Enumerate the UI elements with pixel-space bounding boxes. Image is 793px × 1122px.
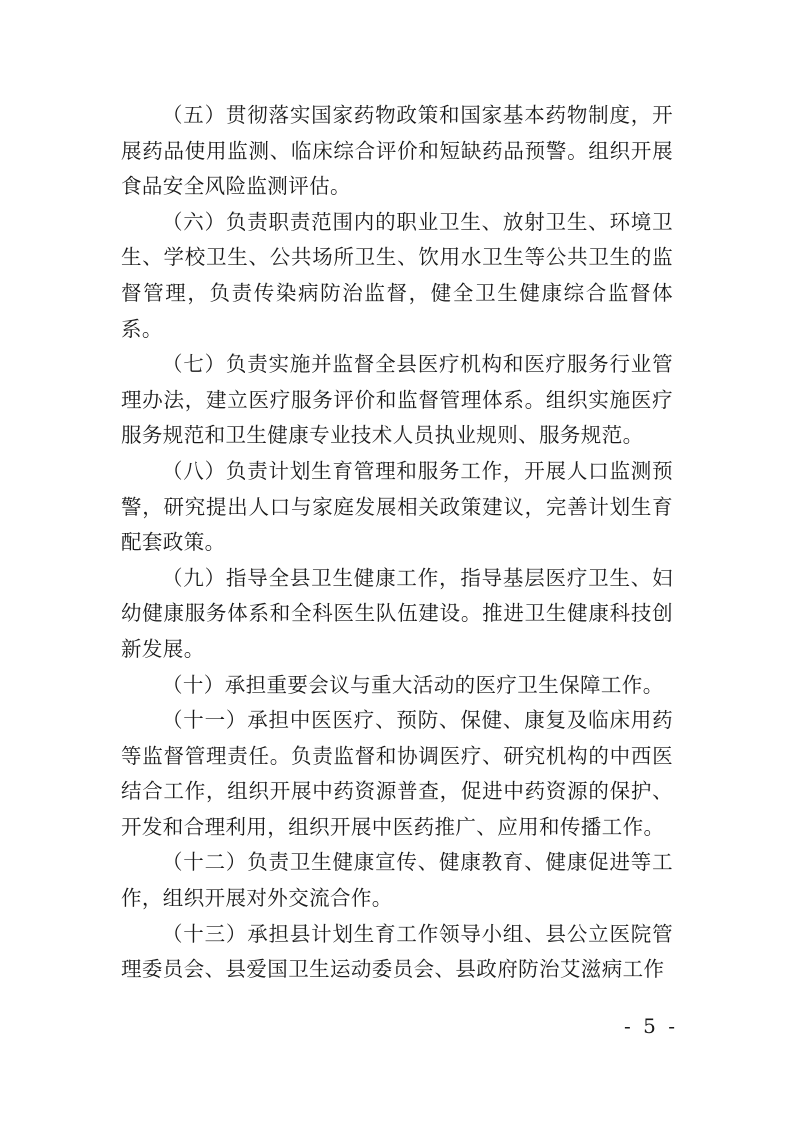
- paragraph-7: （七）负责实施并监督全县医疗机构和医疗服务行业管理办法，建立医疗服务评价和监督管理体系。组织实施医疗服务规范和卫生健康专业技术人员执业规则、服务规范。: [121, 352, 673, 448]
- document-body: [121, 98, 673, 988]
- paragraph-6: （六）负责职责范围内的职业卫生、放射卫生、环境卫生、学校卫生、公共场所卫生、饮用水卫生等公共卫生的监督管理，负责传染病防治监督，健全卫生健康综合监督体系。: [121, 209, 673, 341]
- paragraph-10: （十）承担重要会议与重大活动的医疗卫生保障工作。: [162, 672, 664, 697]
- paragraph-12: （十二）负责卫生健康宣传、健康教育、健康促进等工作，组织开展对外交流合作。: [121, 850, 673, 911]
- paragraph-13: （十三）承担县计划生育工作领导小组、县公立医院管理委员会、县爱国卫生运动委员会、县政府防治艾滋病工作: [121, 921, 673, 982]
- paragraph-8: （八）负责计划生育管理和服务工作，开展人口监测预警，研究提出人口与家庭发展相关政策建议，完善计划生育配套政策。: [121, 458, 673, 555]
- paragraph-5: （五）贯彻落实国家药物政策和国家基本药物制度，开展药品使用监测、临床综合评价和短缺药品预警。组织开展食品安全风险监测评估。: [121, 103, 673, 199]
- paragraph-9: （九）指导全县卫生健康工作，指导基层医疗卫生、妇幼健康服务体系和全科医生队伍建设。推进卫生健康科技创新发展。: [121, 565, 673, 661]
- page-number: - 5 -: [624, 1014, 678, 1038]
- paragraph-11: （十一）承担中医医疗、预防、保健、康复及临床用药等监督管理责任。负责监督和协调医疗、研究机构的中西医结合工作，组织开展中药资源普查，促进中药资源的保护、开发和合理利用，组织开展中医药推广、应用和传播工作。: [121, 708, 673, 839]
